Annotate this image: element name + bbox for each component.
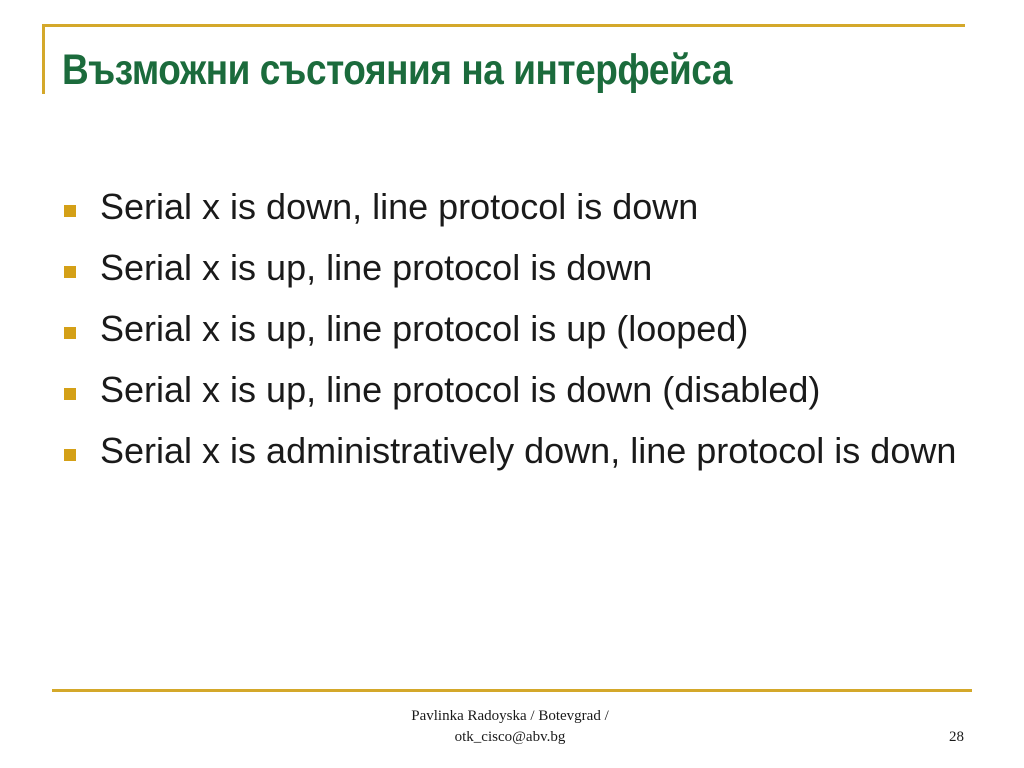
footer-divider [52,689,972,692]
left-border-line [42,24,45,94]
square-bullet-icon [64,449,76,461]
top-border-line [42,24,965,27]
bullet-list [64,186,964,491]
footer-email: otk_cisco@abv.bg [454,729,566,745]
page-number: 28 [949,729,964,745]
square-bullet-icon [64,327,76,339]
footer-author [340,706,680,748]
square-bullet-icon [64,205,76,217]
footer-author-line: Pavlinka Radoyska / Botevgrad / [411,708,609,724]
bullet-item [64,186,964,227]
bullet-item [64,247,964,288]
slide-title: Възможни състояния на интерфейса [62,46,732,94]
bullet-text: Serial x is up, line protocol is down [100,247,653,288]
bullet-text: Serial x is up, line protocol is down (disabled) [100,369,821,410]
bullet-item [64,430,964,471]
bullet-item [64,369,964,410]
square-bullet-icon [64,388,76,400]
bullet-text: Serial x is down, line protocol is down [100,186,699,227]
bullet-item [64,308,964,349]
bullet-text: Serial x is administratively down, line protocol is down [100,430,957,471]
bullet-text: Serial x is up, line protocol is up (looped) [100,308,749,349]
square-bullet-icon [64,266,76,278]
